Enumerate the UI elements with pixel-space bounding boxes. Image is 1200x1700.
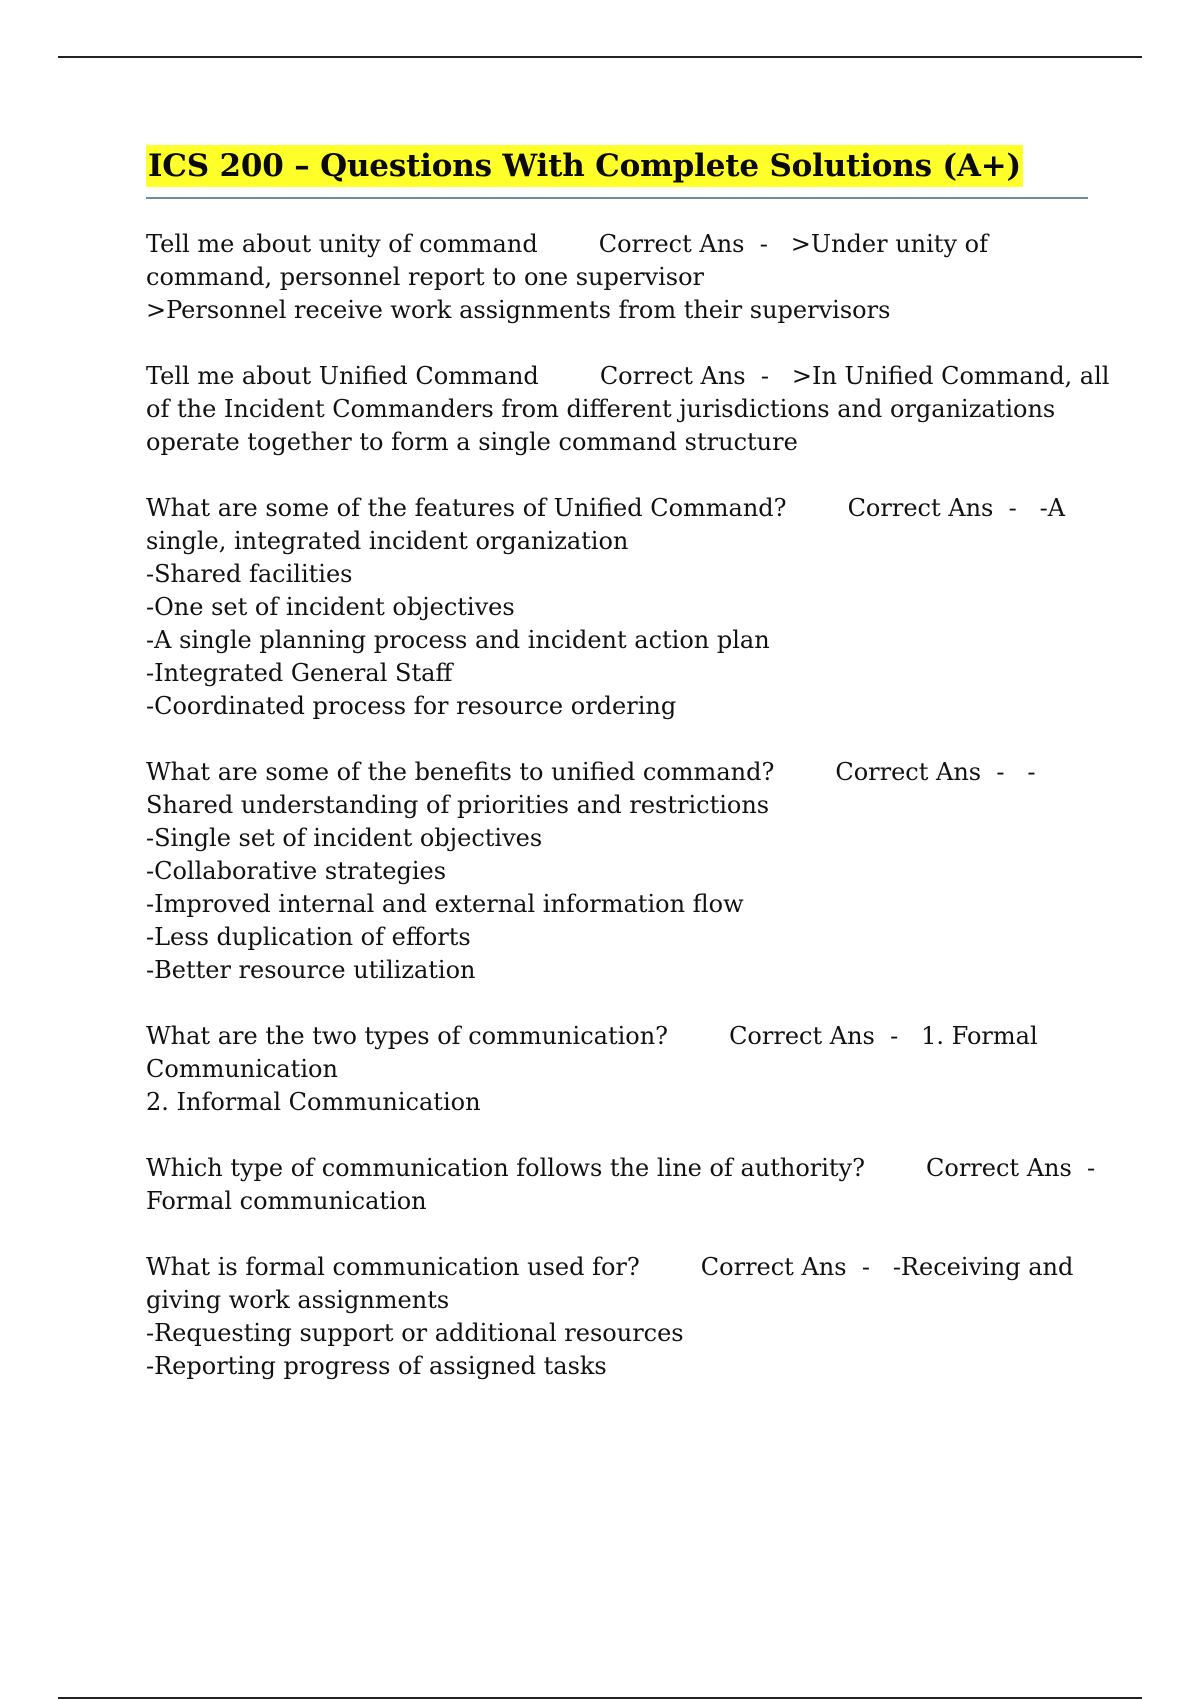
qa-line: -Collaborative strategies (146, 857, 447, 885)
qa-line: operate together to form a single command structure (146, 428, 798, 456)
qa-line: command, personnel report to one supervisor (146, 263, 704, 291)
qa-list (146, 228, 1110, 1416)
qa-item (146, 1152, 1096, 1218)
qa-line: -Reporting progress of assigned tasks (146, 1352, 607, 1380)
qa-line: -Less duplication of efforts (146, 923, 471, 951)
qa-line: >Personnel receive work assignments from their supervisors (146, 296, 891, 324)
qa-line: Formal communication (146, 1187, 427, 1215)
qa-line: -Integrated General Staff (146, 659, 453, 687)
qa-line: Shared understanding of priorities and restrictions (146, 791, 770, 819)
qa-item (146, 228, 1092, 327)
qa-line: -Improved internal and external information flow (146, 890, 744, 918)
qa-item (146, 1251, 1092, 1383)
qa-line: What are some of the benefits to unified command? Correct Ans - - (146, 758, 1036, 786)
qa-item (146, 1020, 1092, 1119)
qa-line: -Requesting support or additional resources (146, 1319, 684, 1347)
qa-item (146, 756, 1092, 987)
qa-item (146, 360, 1110, 459)
qa-line: What is formal communication used for? Correct Ans - -Receiving and (146, 1253, 1074, 1281)
page-top-rule (58, 56, 1142, 58)
qa-line: -Shared facilities (146, 560, 353, 588)
document-title: ICS 200 – Questions With Complete Solutions (A+) (146, 145, 1023, 187)
qa-item (146, 492, 1092, 723)
qa-line: -One set of incident objectives (146, 593, 515, 621)
qa-line: of the Incident Commanders from different jurisdictions and organizations (146, 395, 1056, 423)
qa-line: Communication (146, 1055, 338, 1083)
page-bottom-rule (58, 1697, 1142, 1699)
qa-line: giving work assignments (146, 1286, 450, 1314)
title-block (146, 145, 1088, 199)
qa-line: Tell me about unity of command Correct Ans - >Under unity of (146, 230, 988, 258)
qa-line: What are some of the features of Unified Command? Correct Ans - -A (146, 494, 1066, 522)
qa-line: 2. Informal Communication (146, 1088, 481, 1116)
qa-line: -Better resource utilization (146, 956, 476, 984)
qa-line: -Coordinated process for resource ordering (146, 692, 677, 720)
qa-line: -Single set of incident objectives (146, 824, 543, 852)
qa-line: Tell me about Unified Command Correct Ans - >In Unified Command, all (146, 362, 1110, 390)
qa-line: single, integrated incident organization (146, 527, 629, 555)
qa-line: What are the two types of communication? Correct Ans - 1. Formal (146, 1022, 1038, 1050)
qa-line: -A single planning process and incident action plan (146, 626, 770, 654)
qa-line: Which type of communication follows the line of authority? Correct Ans - (146, 1154, 1096, 1182)
